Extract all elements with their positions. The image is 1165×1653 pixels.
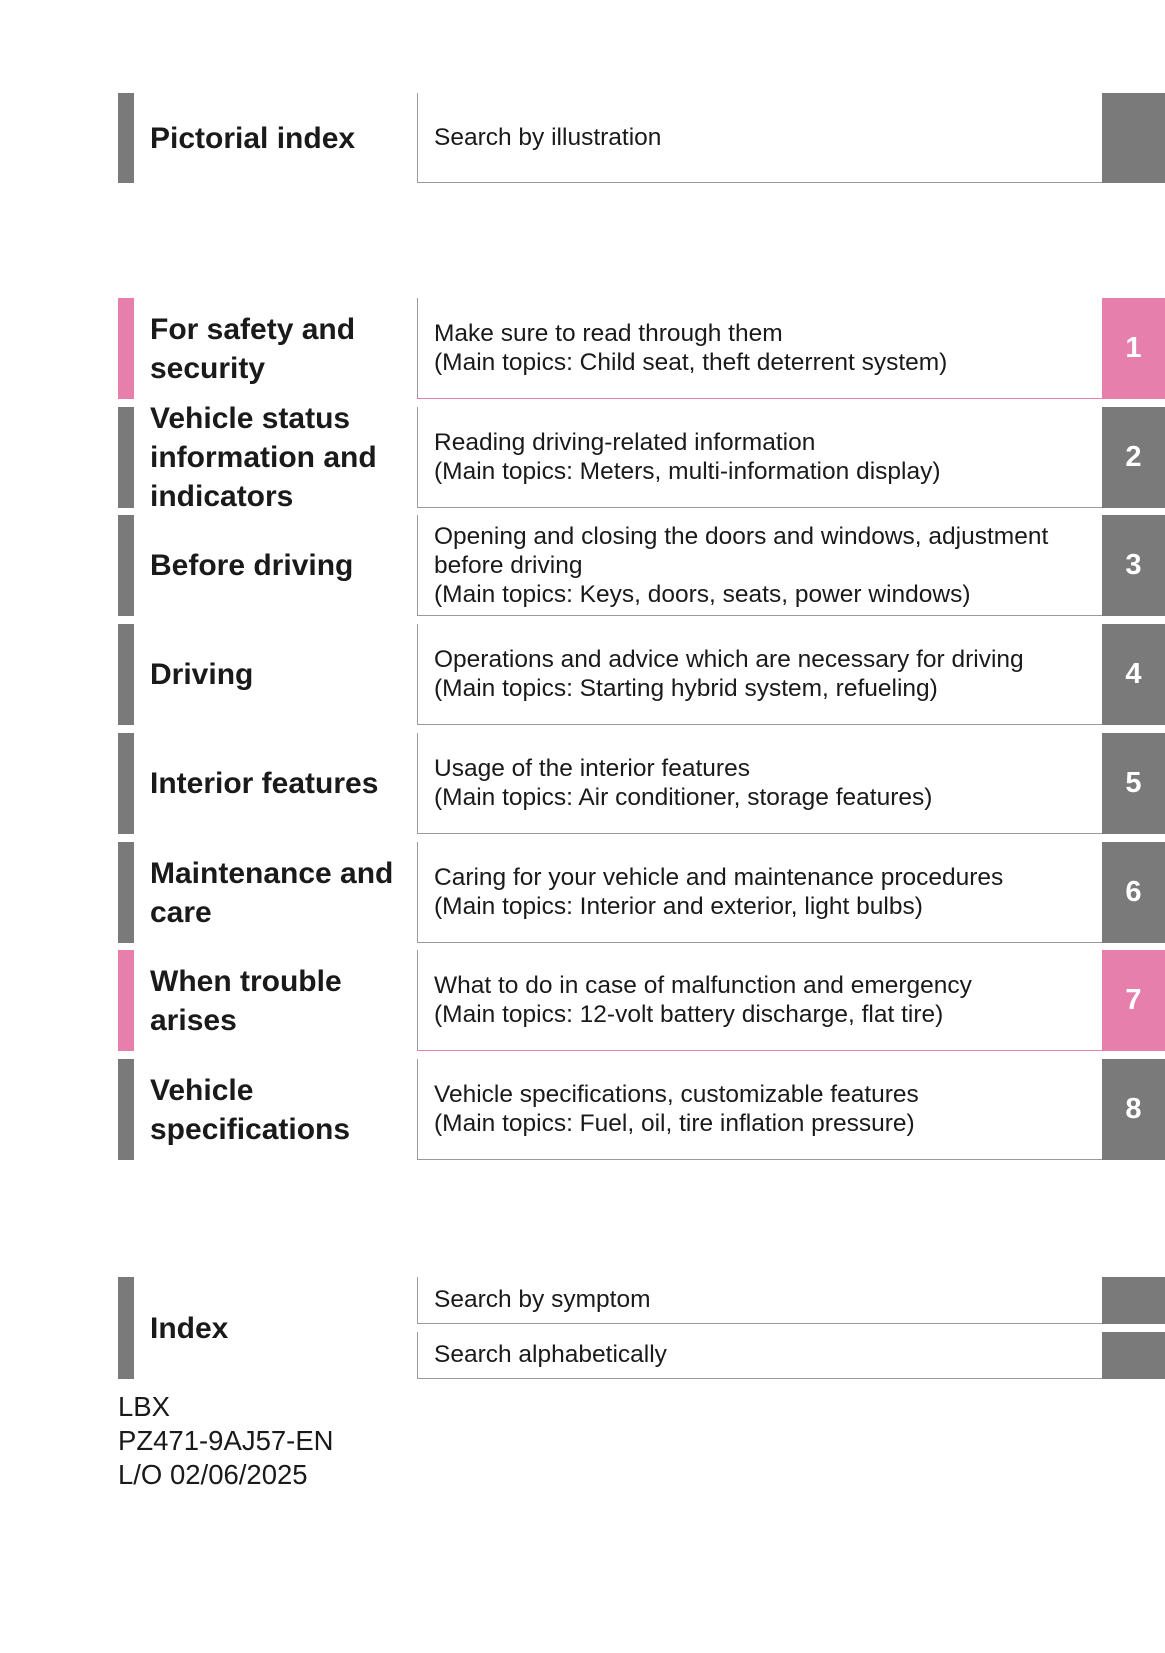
section-description (417, 93, 1102, 183)
section-description (417, 298, 1102, 399)
section-tab[interactable]: 1 (1102, 298, 1165, 399)
section-description (417, 624, 1102, 725)
description-line: (Main topics: Fuel, oil, tire inflation pressure) (434, 1110, 915, 1137)
description-line: (Main topics: Air conditioner, storage features) (434, 784, 933, 811)
section-tab[interactable]: 2 (1102, 407, 1165, 508)
search-by-symptom-link[interactable]: Search by symptom (417, 1277, 1102, 1324)
description-line: (Main topics: Child seat, theft deterrent system) (434, 349, 948, 376)
description-line: Caring for your vehicle and maintenance procedures (434, 864, 1004, 891)
description-line: What to do in case of malfunction and emergency (434, 972, 972, 999)
section-color-bar (118, 842, 134, 943)
section-description (417, 733, 1102, 834)
model-name: LBX (118, 1391, 170, 1422)
index-title: Index (150, 1311, 229, 1345)
section-tab[interactable]: 5 (1102, 733, 1165, 834)
document-code: PZ471-9AJ57-EN (118, 1425, 334, 1456)
section-description (417, 842, 1102, 943)
section-row-4[interactable] (0, 624, 1165, 725)
description-line: Operations and advice which are necessary for driving (434, 646, 1024, 673)
index-row (0, 1277, 1165, 1379)
section-description (417, 407, 1102, 508)
section-color-bar (118, 950, 134, 1051)
layout-date: L/O 02/06/2025 (118, 1459, 308, 1490)
section-description (417, 950, 1102, 1051)
description-line: Usage of the interior features (434, 755, 750, 782)
section-row-1[interactable] (0, 298, 1165, 399)
section-title: Driving (150, 658, 254, 691)
section-row-3[interactable] (0, 515, 1165, 616)
section-tab[interactable]: 4 (1102, 624, 1165, 725)
section-title: Pictorial index (150, 121, 356, 155)
description-line: Search by illustration (434, 124, 662, 151)
section-title: Before driving (150, 549, 354, 582)
section-tab[interactable]: 7 (1102, 950, 1165, 1051)
section-tab[interactable]: 8 (1102, 1059, 1165, 1160)
section-row-8[interactable] (0, 1059, 1165, 1160)
section-description (417, 1059, 1102, 1160)
section-tab[interactable]: 6 (1102, 842, 1165, 943)
section-color-bar (118, 407, 134, 508)
search-alphabetically-link[interactable]: Search alphabetically (417, 1332, 1102, 1379)
description-line: Opening and closing the doors and windows, adjustment (434, 522, 1049, 550)
section-tab[interactable]: 3 (1102, 515, 1165, 616)
section-color-bar (118, 733, 134, 834)
description-line: Make sure to read through them (434, 320, 783, 347)
description-line: before driving (434, 551, 583, 579)
description-line: (Main topics: Interior and exterior, light bulbs) (434, 893, 923, 920)
section-row-5[interactable] (0, 733, 1165, 834)
section-color-bar (118, 1059, 134, 1160)
section-title: For safety and security (150, 312, 356, 385)
description-line: Vehicle specifications, customizable features (434, 1081, 919, 1108)
description-line: (Main topics: Keys, doors, seats, power windows) (434, 580, 971, 608)
section-description (417, 515, 1102, 616)
section-color-bar (118, 93, 134, 183)
section-color-bar (118, 298, 134, 399)
section-title: Interior features (150, 767, 379, 800)
section-title: Vehicle specifications (150, 1073, 351, 1146)
section-title: When trouble arises (150, 964, 342, 1037)
description-line: (Main topics: Starting hybrid system, refueling) (434, 675, 938, 702)
description-line: (Main topics: 12-volt battery discharge, flat tire) (434, 1001, 944, 1028)
section-row-2[interactable] (0, 402, 1165, 513)
section-title: Maintenance and care (150, 856, 394, 929)
document-info (118, 1390, 334, 1492)
section-title: Vehicle status information and indicators (150, 402, 377, 513)
section-color-bar (118, 624, 134, 725)
description-line: (Main topics: Meters, multi-information display) (434, 458, 941, 485)
section-tab[interactable] (1102, 93, 1165, 183)
search-by-symptom-tab[interactable] (1102, 1277, 1165, 1324)
section-color-bar (118, 515, 134, 616)
section-row-6[interactable] (0, 842, 1165, 943)
pictorial-index-row[interactable] (0, 93, 1165, 183)
description-line: Reading driving-related information (434, 429, 816, 456)
section-row-7[interactable] (0, 950, 1165, 1051)
search-alphabetically-tab[interactable] (1102, 1332, 1165, 1379)
section-color-bar (118, 1277, 134, 1379)
